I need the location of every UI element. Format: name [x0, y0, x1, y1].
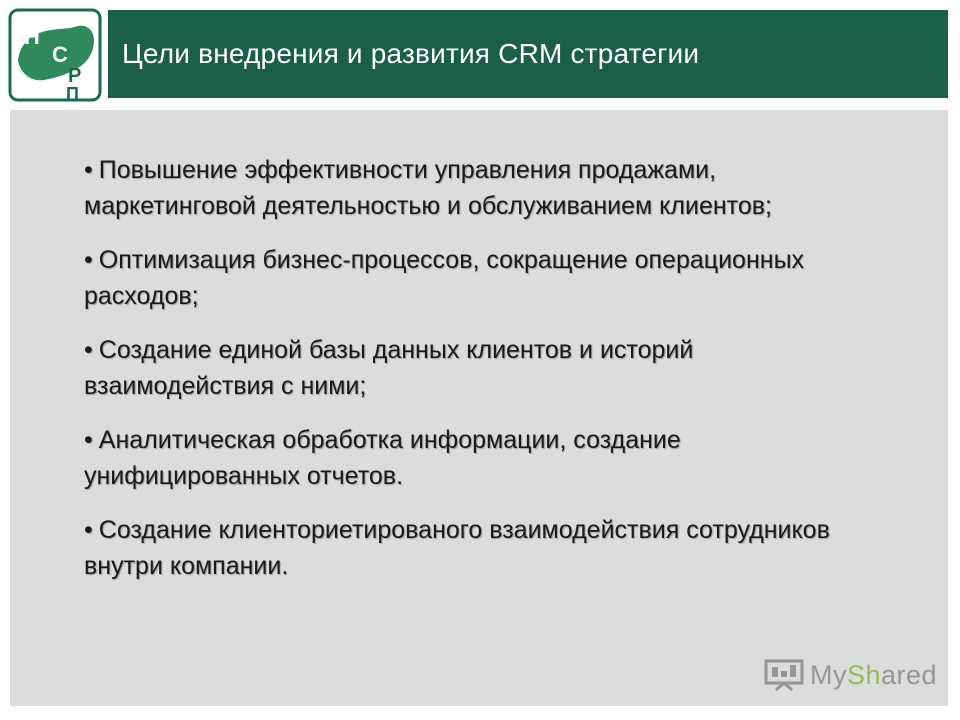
slide-header	[108, 10, 948, 98]
bullet-dot: •	[84, 336, 93, 364]
bullet-item	[84, 242, 884, 314]
watermark-suffix: ared	[881, 659, 938, 690]
bullet-list	[84, 152, 884, 602]
bullet-dot: •	[84, 156, 93, 184]
bullet-text: Повышение эффективности управления продажами, маркетинговой деятельностью и обслуживанием клиентов;	[84, 156, 772, 220]
bullet-item	[84, 152, 884, 224]
logo-letter-2: С	[52, 42, 68, 67]
bullet-dot: •	[84, 426, 93, 454]
presentation-icon	[764, 659, 804, 691]
bullet-text: Аналитическая обработка информации, создание унифицированных отчетов.	[84, 426, 681, 490]
bullet-dot: •	[84, 516, 93, 544]
company-logo	[8, 8, 102, 102]
logo-letter-4: П	[66, 84, 79, 102]
bullet-item	[84, 512, 884, 584]
bullet-item	[84, 332, 884, 404]
watermark-prefix: My	[810, 659, 847, 690]
bullet-text: Создание клиенториетированого взаимодействия сотрудников внутри компании.	[84, 516, 830, 580]
logo-letter-3: Р	[68, 65, 82, 87]
watermark-accent: Sh	[847, 659, 882, 690]
bullet-dot: •	[84, 246, 93, 274]
slide-title: Цели внедрения и развития CRM стратегии	[122, 38, 700, 69]
nsrp-logo-icon	[8, 8, 102, 102]
logo-letter-1: Н	[24, 24, 40, 49]
watermark-text	[810, 660, 937, 691]
bullet-text: Оптимизация бизнес-процессов, сокращение операционных расходов;	[84, 246, 805, 310]
bullet-text: Создание единой базы данных клиентов и историй взаимодействия с ними;	[84, 336, 694, 400]
myshared-watermark[interactable]	[764, 656, 937, 694]
bullet-item	[84, 422, 884, 494]
